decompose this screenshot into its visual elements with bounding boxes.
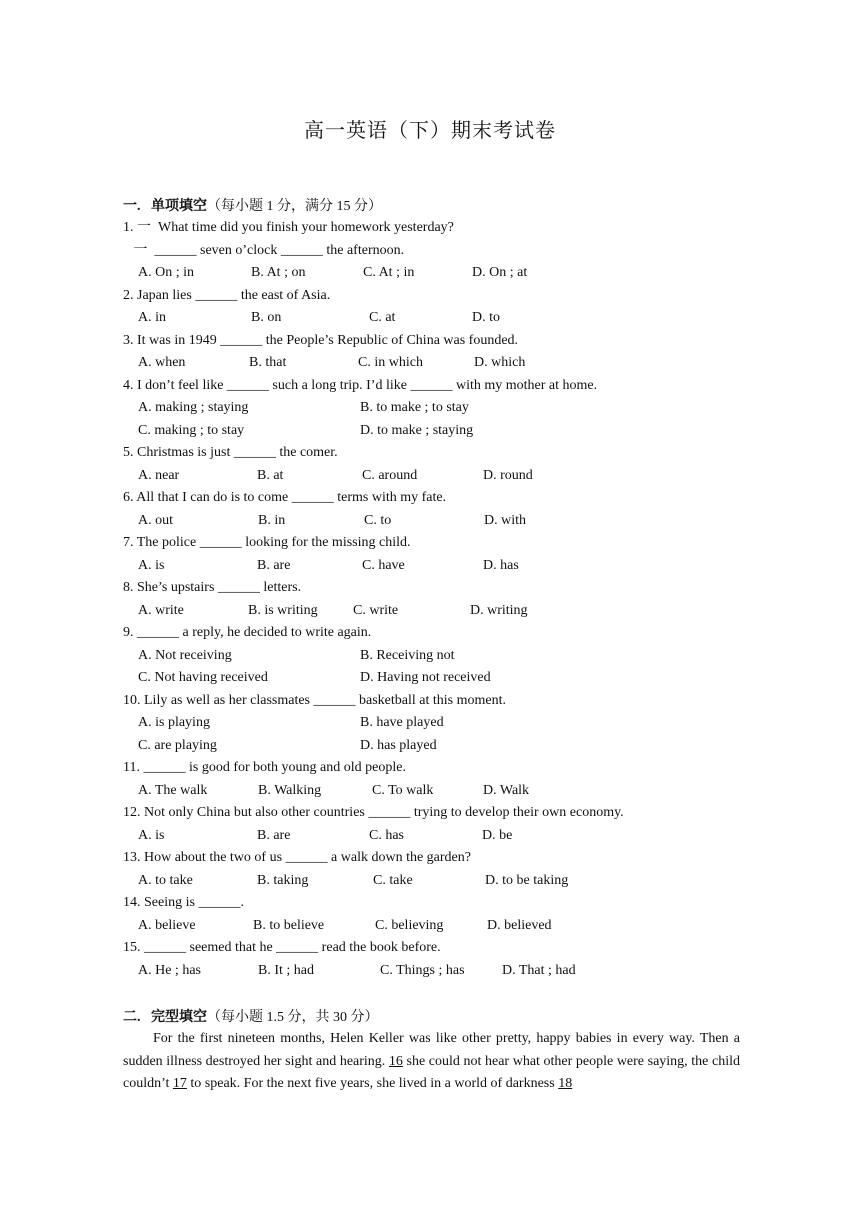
answer-option: A. in xyxy=(138,310,166,325)
answer-option: A. is playing xyxy=(138,715,210,730)
answer-option: D. Having not received xyxy=(360,670,491,685)
question-stem: 6. All that I can do is to come ______ terms with my fate. xyxy=(123,490,447,505)
answer-option: B. are xyxy=(257,557,291,573)
answer-option: D. with xyxy=(484,512,526,528)
section-number: 二. xyxy=(123,1010,141,1025)
answer-option: B. Receiving not xyxy=(360,647,455,663)
answer-option: C. are playing xyxy=(138,737,217,753)
answer-option: A. near xyxy=(138,467,180,483)
answer-option: A. is xyxy=(138,557,165,573)
answer-option: B. in xyxy=(258,512,286,528)
answer-option: B. At ; on xyxy=(251,265,306,280)
answer-option: B. have played xyxy=(360,715,444,730)
blank-number: 18 xyxy=(558,1076,573,1091)
answer-option: B. on xyxy=(251,310,282,325)
answer-option: B. at xyxy=(257,467,284,483)
answer-option: A. to take xyxy=(138,872,193,888)
answer-option: C. at xyxy=(369,310,396,325)
blank-number: 17 xyxy=(172,1076,187,1091)
answer-option: D. to make ; staying xyxy=(360,422,474,438)
answer-option: C. At ; in xyxy=(363,265,415,280)
answer-option: D. round xyxy=(483,467,533,483)
answer-option: D. Walk xyxy=(483,782,530,798)
answer-option: A. is xyxy=(138,827,165,843)
answer-option: B. Walking xyxy=(258,782,322,798)
question-stem: 9. ______ a reply, he decided to write again. xyxy=(123,625,372,640)
answer-option: C. making ; to stay xyxy=(138,422,245,438)
question-stem: 10. Lily as well as her classmates ______ basketball at this moment. xyxy=(123,692,506,708)
answer-option: A. out xyxy=(138,512,173,528)
answer-option: C. Things ; has xyxy=(380,962,465,978)
question-stem: 3. It was in 1949 ______ the People’s Republic of China was founded. xyxy=(123,332,519,348)
question-stem: 14. Seeing is ______. xyxy=(123,895,244,910)
answer-option: C. to xyxy=(364,512,392,528)
answer-option: A. believe xyxy=(138,917,196,933)
answer-option: D. writing xyxy=(470,602,528,618)
question-stem: 11. ______ is good for both young and old people. xyxy=(123,760,406,775)
answer-option: A. He ; has xyxy=(138,962,201,978)
question-stem: 2. Japan lies ______ the east of Asia. xyxy=(123,287,331,303)
section-heading xyxy=(123,1006,379,1026)
answer-option: B. are xyxy=(257,827,291,843)
answer-option: A. making ; staying xyxy=(138,400,249,415)
answer-option: D. believed xyxy=(487,917,552,933)
answer-option: B. It ; had xyxy=(258,962,314,978)
answer-option: D. On ; at xyxy=(472,265,528,280)
answer-option: B. that xyxy=(249,355,287,370)
blank-number: 16 xyxy=(388,1053,403,1069)
section-label: 完型填空 xyxy=(151,1010,207,1025)
answer-option: B. to make ; to stay xyxy=(360,400,469,415)
answer-option: A. write xyxy=(138,602,184,618)
question-stem: 1. 一 What time did you finish your homework yesterday? xyxy=(123,220,454,235)
answer-option: B. to believe xyxy=(253,917,325,933)
answer-option: D. That ; had xyxy=(502,962,576,978)
answer-option: A. Not receiving xyxy=(138,647,232,663)
question-stem: 15. ______ seemed that he ______ read the book before. xyxy=(123,940,441,955)
answer-option: D. has played xyxy=(360,737,437,753)
answer-option: C. around xyxy=(362,467,418,483)
answer-option: A. On ; in xyxy=(138,265,194,280)
question-stem: 8. She’s upstairs ______ letters. xyxy=(123,580,302,595)
answer-option: A. when xyxy=(138,355,186,370)
answer-option: B. taking xyxy=(257,872,309,888)
section-note: （每小题 1.5 分，共 30 分） xyxy=(207,1010,379,1025)
section-note: （每小题 1 分，满分 15 分） xyxy=(207,199,382,214)
answer-option: C. write xyxy=(353,602,399,618)
answer-option: C. believing xyxy=(375,917,444,933)
question-stem: 4. I don’t feel like ______ such a long trip. I’d like ______ with my mother at home. xyxy=(123,377,598,393)
question-stem: 一 ______ seven o’clock ______ the afternoon. xyxy=(123,242,405,258)
question-stem: 12. Not only China but also other countries ______ trying to develop their own economy. xyxy=(123,805,624,820)
question-stem: 13. How about the two of us ______ a walk down the garden? xyxy=(123,850,471,865)
answer-option: C. have xyxy=(362,557,405,573)
question-stem: 5. Christmas is just ______ the comer. xyxy=(123,445,338,460)
answer-option: C. has xyxy=(369,827,404,843)
answer-option: B. is writing xyxy=(248,602,318,618)
answer-option: D. has xyxy=(483,557,519,573)
answer-option: C. To walk xyxy=(372,782,434,798)
section-label: 单项填空 xyxy=(151,199,207,214)
passage-text: she could not hear what other people were saying, the child couldn’t xyxy=(123,1053,740,1091)
answer-option: D. to be taking xyxy=(485,872,569,888)
cloze-passage xyxy=(123,1028,740,1096)
section-heading xyxy=(123,195,382,215)
answer-option: C. in which xyxy=(358,355,423,370)
answer-option: D. to xyxy=(472,310,500,325)
page-title: 高一英语（下）期末考试卷 xyxy=(304,120,556,142)
question-stem: 7. The police ______ looking for the missing child. xyxy=(123,535,411,550)
passage-text: to speak. For the next five years, she lived in a world of darkness xyxy=(186,1076,559,1091)
answer-option: D. which xyxy=(474,355,526,370)
answer-option: C. take xyxy=(373,872,413,888)
passage-text: For the first nineteen months, Helen Keller was like other pretty, happy babies in every way. Then a sudden illness destroyed her sight and hearing. xyxy=(123,1031,740,1069)
answer-option: A. The walk xyxy=(138,782,208,798)
section-number: 一. xyxy=(123,199,141,214)
answer-option: D. be xyxy=(482,827,513,843)
answer-option: C. Not having received xyxy=(138,670,268,685)
